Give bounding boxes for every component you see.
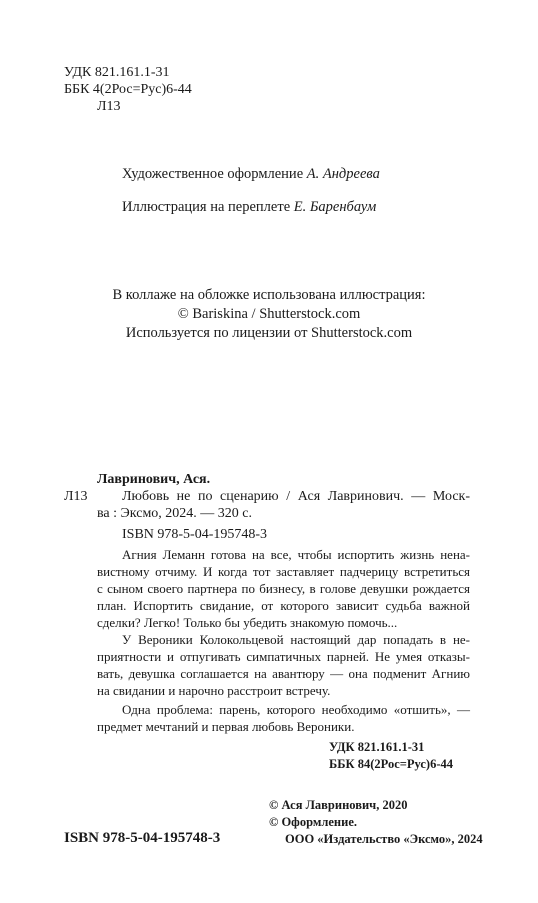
annotation-line: план. Испортить свидание, от которого зависит судьба важной [97,598,470,613]
catalog-title-line: ва : Эксмо, 2024. — 320 с. [97,506,253,521]
catalog-author: Лавринович, Ася. [97,472,211,487]
annotation-line: У Вероники Колокольцевой настоящий дар попадать в не- [122,632,470,647]
copyright-line: © Оформление. [269,815,358,829]
collage-line: Используется по лицензии от Shutterstock.com [125,325,413,341]
author-mark: Л13 [97,99,121,114]
annotation-line: на свидании и нарочно расстроит встречу. [97,683,331,698]
annotation-line: с сыном своего партнера по бизнесу, в голове девушки рождается [97,581,470,596]
illustration-label: Иллюстрация на переплете [122,199,294,215]
design-name: А. Андреева [306,166,380,182]
collage-notice [0,286,538,343]
bottom-bbk: ББК 84(2Рос=Рус)6-44 [329,757,453,771]
design-credit [122,166,380,183]
isbn-bottom: ISBN 978-5-04-195748-3 [64,830,221,846]
annotation-line: сделки? Легко! Только бы убедить знакомую помочь... [97,615,398,630]
collage-line: © Bariskina / Shutterstock.com [177,306,361,322]
illustration-name: Е. Баренбаум [293,199,377,215]
bbk-code: ББК 4(2Рос=Рус)6-44 [64,82,192,97]
collage-line: В коллаже на обложке использована иллюстрация: [112,287,426,303]
annotation-line: вать, девушка соглашается на авантюру — она подменит Агнию [97,666,470,681]
udk-code: УДК 821.161.1-31 [64,65,170,80]
annotation-line: Одна проблема: парень, которого необходимо «отшить», — [122,702,470,717]
annotation-line: предмет мечтаний и первая любовь Вероники. [97,719,355,734]
annotation-line: вистному отчиму. И когда тот заставляет падчерицу встретиться [97,564,470,579]
annotation-line: Агния Леманн готова на все, чтобы испортить жизнь нена- [122,547,470,562]
catalog-code: Л13 [64,489,88,504]
catalog-title-line: Любовь не по сценарию / Ася Лавринович. — Моск- [122,489,470,504]
copyright-line: ООО «Издательство «Эксмо», 2024 [285,832,483,846]
bottom-udk: УДК 821.161.1-31 [329,740,425,754]
illustration-credit [122,199,376,216]
catalog-isbn: ISBN 978-5-04-195748-3 [122,527,268,542]
design-label: Художественное оформление [122,166,307,182]
copyright-line: © Ася Лавринович, 2020 [269,798,408,812]
annotation-line: приятности и отпугивать симпатичных парней. Не умея отказы- [97,649,470,664]
